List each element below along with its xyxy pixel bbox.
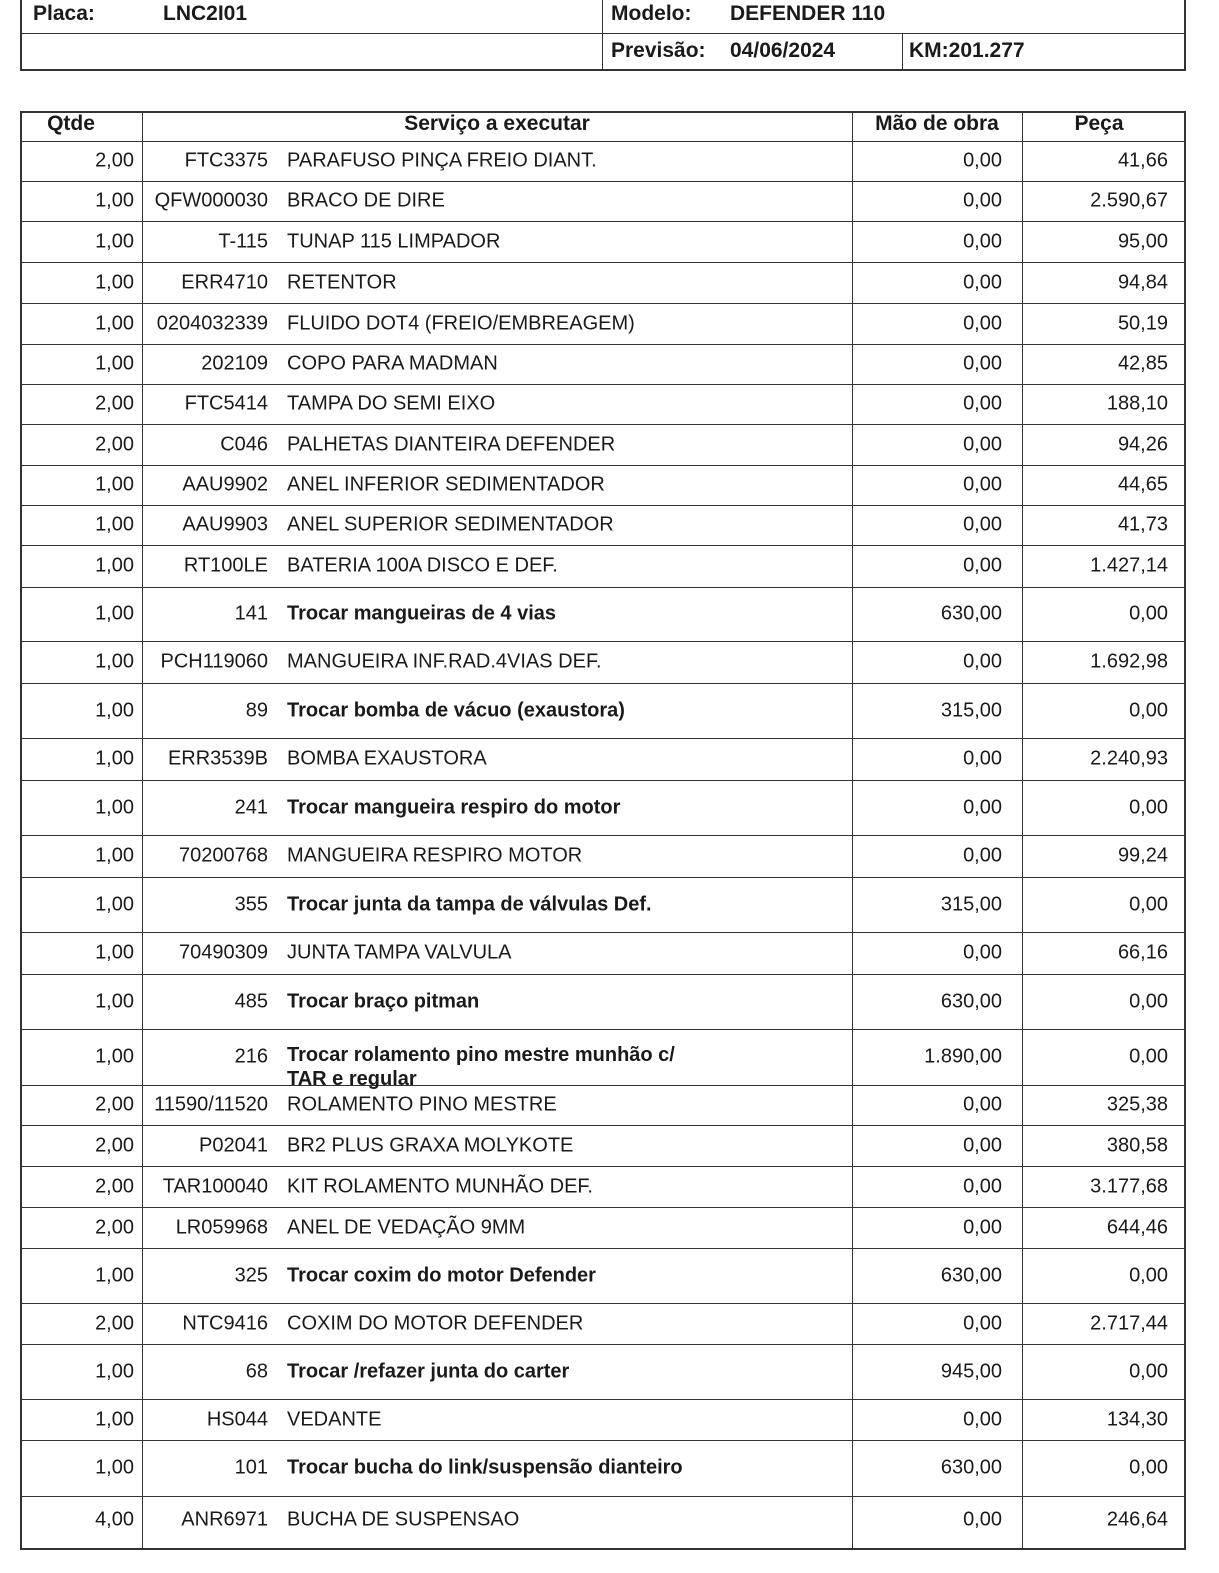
table-row xyxy=(22,182,1184,222)
table-row xyxy=(22,1345,1184,1400)
model-label: Modelo: xyxy=(611,2,692,25)
row-qty: 1,00 xyxy=(95,1456,134,1479)
row-description: ANEL SUPERIOR SEDIMENTADOR xyxy=(287,513,614,536)
row-description: ROLAMENTO PINO MESTRE xyxy=(287,1093,557,1116)
row-description: JUNTA TAMPA VALVULA xyxy=(287,941,512,964)
row-qty: 1,00 xyxy=(95,1264,134,1287)
table-row xyxy=(22,588,1184,642)
header-divider xyxy=(902,33,903,69)
row-code: HS044 xyxy=(206,1408,268,1431)
row-description: TAMPA DO SEMI EIXO xyxy=(287,392,496,415)
row-code: P02041 xyxy=(199,1134,268,1157)
row-description: BUCHA DE SUSPENSAO xyxy=(287,1508,520,1531)
service-table xyxy=(20,111,1186,1550)
row-description: ANEL DE VEDAÇÃO 9MM xyxy=(287,1216,526,1239)
row-labor: 0,00 xyxy=(963,1408,1002,1431)
table-row xyxy=(22,1208,1184,1249)
row-labor: 315,00 xyxy=(940,699,1002,722)
row-part-price: 0,00 xyxy=(1129,796,1168,819)
table-row xyxy=(22,1126,1184,1167)
row-labor: 0,00 xyxy=(963,513,1002,536)
row-labor: 0,00 xyxy=(963,433,1002,456)
row-part-price: 66,16 xyxy=(1117,941,1168,964)
row-code: FTC3375 xyxy=(184,149,268,172)
row-qty: 2,00 xyxy=(95,392,134,415)
row-description: MANGUEIRA RESPIRO MOTOR xyxy=(287,844,583,867)
row-qty: 2,00 xyxy=(95,1312,134,1335)
row-labor: 0,00 xyxy=(963,1093,1002,1116)
table-row xyxy=(22,781,1184,836)
table-row xyxy=(22,385,1184,425)
row-labor: 0,00 xyxy=(963,1216,1002,1239)
row-description: MANGUEIRA INF.RAD.4VIAS DEF. xyxy=(287,650,602,673)
row-labor: 1.890,00 xyxy=(924,1045,1002,1068)
table-row xyxy=(22,684,1184,739)
row-part-price: 41,66 xyxy=(1117,149,1168,172)
row-description: BR2 PLUS GRAXA MOLYKOTE xyxy=(287,1134,574,1157)
row-part-price: 644,46 xyxy=(1106,1216,1168,1239)
table-header xyxy=(22,113,1184,142)
forecast-label: Previsão: xyxy=(611,39,706,62)
table-row xyxy=(22,425,1184,466)
row-qty: 1,00 xyxy=(95,699,134,722)
row-labor: 0,00 xyxy=(963,1134,1002,1157)
row-qty: 1,00 xyxy=(95,352,134,375)
row-code: 241 xyxy=(234,796,268,819)
row-code: 325 xyxy=(234,1264,268,1287)
row-description: Trocar bucha do link/suspensão dianteiro xyxy=(287,1456,683,1479)
row-code: 141 xyxy=(234,602,268,625)
row-qty: 2,00 xyxy=(95,1093,134,1116)
table-row xyxy=(22,222,1184,263)
row-labor: 0,00 xyxy=(963,230,1002,253)
table-row xyxy=(22,1086,1184,1126)
table-row xyxy=(22,1249,1184,1304)
row-labor: 0,00 xyxy=(963,747,1002,770)
row-labor: 0,00 xyxy=(963,1508,1002,1531)
row-qty: 1,00 xyxy=(95,230,134,253)
row-labor: 0,00 xyxy=(963,189,1002,212)
row-description: Trocar mangueiras de 4 vias xyxy=(287,602,557,625)
row-code: AAU9902 xyxy=(182,473,268,496)
table-row xyxy=(22,1497,1184,1544)
table-row xyxy=(22,1167,1184,1208)
row-code: C046 xyxy=(220,433,268,456)
row-qty: 2,00 xyxy=(95,433,134,456)
row-qty: 1,00 xyxy=(95,990,134,1013)
table-row xyxy=(22,642,1184,684)
table-row xyxy=(22,1304,1184,1345)
table-row xyxy=(22,933,1184,975)
row-qty: 1,00 xyxy=(95,513,134,536)
row-qty: 1,00 xyxy=(95,1360,134,1383)
row-part-price: 0,00 xyxy=(1129,1456,1168,1479)
row-description: COXIM DO MOTOR DEFENDER xyxy=(287,1312,584,1335)
row-part-price: 0,00 xyxy=(1129,1360,1168,1383)
plate-value: LNC2I01 xyxy=(163,2,248,25)
row-part-price: 41,73 xyxy=(1117,513,1168,536)
row-labor: 0,00 xyxy=(963,796,1002,819)
table-row xyxy=(22,836,1184,878)
forecast-value: 04/06/2024 xyxy=(730,39,836,62)
row-description: PALHETAS DIANTEIRA DEFENDER xyxy=(287,433,616,456)
row-description: ANEL INFERIOR SEDIMENTADOR xyxy=(287,473,605,496)
column-header-service: Serviço a executar xyxy=(404,112,590,135)
row-part-price: 1.427,14 xyxy=(1090,554,1168,577)
table-row xyxy=(22,263,1184,304)
row-labor: 0,00 xyxy=(963,149,1002,172)
row-description: Trocar coxim do motor Defender xyxy=(287,1264,596,1287)
row-description: VEDANTE xyxy=(287,1408,382,1431)
row-description: PARAFUSO PINÇA FREIO DIANT. xyxy=(287,149,597,172)
model-value: DEFENDER 110 xyxy=(730,2,886,25)
row-part-price: 94,84 xyxy=(1117,271,1168,294)
row-code: 485 xyxy=(234,990,268,1013)
row-part-price: 188,10 xyxy=(1106,392,1168,415)
row-part-price: 2.590,67 xyxy=(1090,189,1168,212)
row-labor: 0,00 xyxy=(963,392,1002,415)
row-part-price: 2.240,93 xyxy=(1090,747,1168,770)
row-qty: 1,00 xyxy=(95,796,134,819)
row-qty: 1,00 xyxy=(95,650,134,673)
row-part-price: 95,00 xyxy=(1117,230,1168,253)
vehicle-header xyxy=(20,0,1186,71)
table-row xyxy=(22,878,1184,933)
row-labor: 0,00 xyxy=(963,473,1002,496)
row-code: 70200768 xyxy=(179,844,268,867)
row-description: KIT ROLAMENTO MUNHÃO DEF. xyxy=(287,1175,593,1198)
row-code: LR059968 xyxy=(175,1216,268,1239)
table-row xyxy=(22,1030,1184,1090)
row-labor: 0,00 xyxy=(963,271,1002,294)
row-code: T-115 xyxy=(218,230,268,253)
row-labor: 0,00 xyxy=(963,352,1002,375)
row-code: 202109 xyxy=(201,352,268,375)
column-header-qty: Qtde xyxy=(47,112,95,135)
row-qty: 2,00 xyxy=(95,1175,134,1198)
row-qty: 1,00 xyxy=(95,602,134,625)
row-code: 101 xyxy=(234,1456,268,1479)
row-labor: 0,00 xyxy=(963,941,1002,964)
row-qty: 1,00 xyxy=(95,844,134,867)
row-qty: 1,00 xyxy=(95,1045,134,1068)
row-part-price: 0,00 xyxy=(1129,1045,1168,1068)
row-description: BOMBA EXAUSTORA xyxy=(287,747,487,770)
row-description: BATERIA 100A DISCO E DEF. xyxy=(287,554,558,577)
row-description: Trocar junta da tampa de válvulas Def. xyxy=(287,893,652,916)
row-description: RETENTOR xyxy=(287,271,397,294)
row-description: Trocar mangueira respiro do motor xyxy=(287,796,621,819)
row-qty: 2,00 xyxy=(95,1134,134,1157)
table-row xyxy=(22,304,1184,345)
row-qty: 1,00 xyxy=(95,941,134,964)
row-part-price: 0,00 xyxy=(1129,602,1168,625)
row-code: PCH119060 xyxy=(160,650,268,673)
row-part-price: 42,85 xyxy=(1117,352,1168,375)
row-labor: 945,00 xyxy=(940,1360,1002,1383)
row-part-price: 325,38 xyxy=(1106,1093,1168,1116)
row-description: Trocar bomba de vácuo (exaustora) xyxy=(287,699,625,722)
row-qty: 2,00 xyxy=(95,149,134,172)
row-qty: 4,00 xyxy=(95,1508,134,1531)
row-part-price: 0,00 xyxy=(1129,893,1168,916)
table-row xyxy=(22,466,1184,506)
row-part-price: 0,00 xyxy=(1129,699,1168,722)
row-labor: 315,00 xyxy=(940,893,1002,916)
row-labor: 630,00 xyxy=(940,602,1002,625)
table-row xyxy=(22,739,1184,781)
table-row xyxy=(22,506,1184,546)
row-labor: 0,00 xyxy=(963,554,1002,577)
row-code: 0204032339 xyxy=(156,312,268,335)
row-description: Trocar /refazer junta do carter xyxy=(287,1360,570,1383)
column-header-labor: Mão de obra xyxy=(875,112,999,135)
row-labor: 630,00 xyxy=(940,1264,1002,1287)
row-part-price: 94,26 xyxy=(1117,433,1168,456)
table-row xyxy=(22,975,1184,1030)
row-labor: 630,00 xyxy=(940,1456,1002,1479)
table-row xyxy=(22,546,1184,588)
row-description: Trocar rolamento pino mestre munhão c/ TAR e regular xyxy=(287,1044,675,1090)
row-code: NTC9416 xyxy=(182,1312,268,1335)
header-divider xyxy=(22,33,1184,34)
row-qty: 1,00 xyxy=(95,312,134,335)
row-qty: 1,00 xyxy=(95,554,134,577)
row-code: 216 xyxy=(234,1045,268,1068)
row-description: Trocar braço pitman xyxy=(287,990,480,1013)
row-labor: 0,00 xyxy=(963,312,1002,335)
row-description: BRACO DE DIRE xyxy=(287,189,445,212)
row-description: TUNAP 115 LIMPADOR xyxy=(287,230,501,253)
row-qty: 1,00 xyxy=(95,1408,134,1431)
row-labor: 0,00 xyxy=(963,1175,1002,1198)
row-description: COPO PARA MADMAN xyxy=(287,352,498,375)
row-qty: 1,00 xyxy=(95,271,134,294)
row-code: 355 xyxy=(234,893,268,916)
row-part-price: 44,65 xyxy=(1117,473,1168,496)
row-part-price: 134,30 xyxy=(1106,1408,1168,1431)
row-qty: 1,00 xyxy=(95,473,134,496)
row-labor: 0,00 xyxy=(963,1312,1002,1335)
plate-label: Placa: xyxy=(33,2,95,25)
row-code: TAR100040 xyxy=(162,1175,268,1198)
column-header-part: Peça xyxy=(1074,112,1124,135)
table-row xyxy=(22,1441,1184,1497)
row-labor: 0,00 xyxy=(963,650,1002,673)
row-part-price: 0,00 xyxy=(1129,990,1168,1013)
table-row xyxy=(22,1400,1184,1441)
row-qty: 1,00 xyxy=(95,189,134,212)
row-code: FTC5414 xyxy=(184,392,268,415)
row-part-price: 1.692,98 xyxy=(1090,650,1168,673)
row-part-price: 3.177,68 xyxy=(1090,1175,1168,1198)
row-part-price: 380,58 xyxy=(1106,1134,1168,1157)
row-code: 11590/11520 xyxy=(154,1093,268,1116)
header-divider xyxy=(602,0,603,69)
row-part-price: 50,19 xyxy=(1117,312,1168,335)
row-labor: 0,00 xyxy=(963,844,1002,867)
row-code: QFW000030 xyxy=(154,189,268,212)
table-row xyxy=(22,142,1184,182)
row-part-price: 0,00 xyxy=(1129,1264,1168,1287)
row-code: AAU9903 xyxy=(182,513,268,536)
row-code: RT100LE xyxy=(183,554,268,577)
row-part-price: 99,24 xyxy=(1117,844,1168,867)
row-code: 89 xyxy=(245,699,268,722)
row-qty: 2,00 xyxy=(95,1216,134,1239)
row-qty: 1,00 xyxy=(95,747,134,770)
row-code: ERR3539B xyxy=(167,747,268,770)
table-row xyxy=(22,345,1184,385)
row-part-price: 2.717,44 xyxy=(1090,1312,1168,1335)
row-part-price: 246,64 xyxy=(1106,1508,1168,1531)
row-code: 68 xyxy=(245,1360,268,1383)
km-value: KM:201.277 xyxy=(909,39,1025,62)
row-qty: 1,00 xyxy=(95,893,134,916)
row-code: ERR4710 xyxy=(181,271,268,294)
row-code: ANR6971 xyxy=(181,1508,268,1531)
row-description: FLUIDO DOT4 (FREIO/EMBREAGEM) xyxy=(287,312,635,335)
row-labor: 630,00 xyxy=(940,990,1002,1013)
row-code: 70490309 xyxy=(179,941,268,964)
